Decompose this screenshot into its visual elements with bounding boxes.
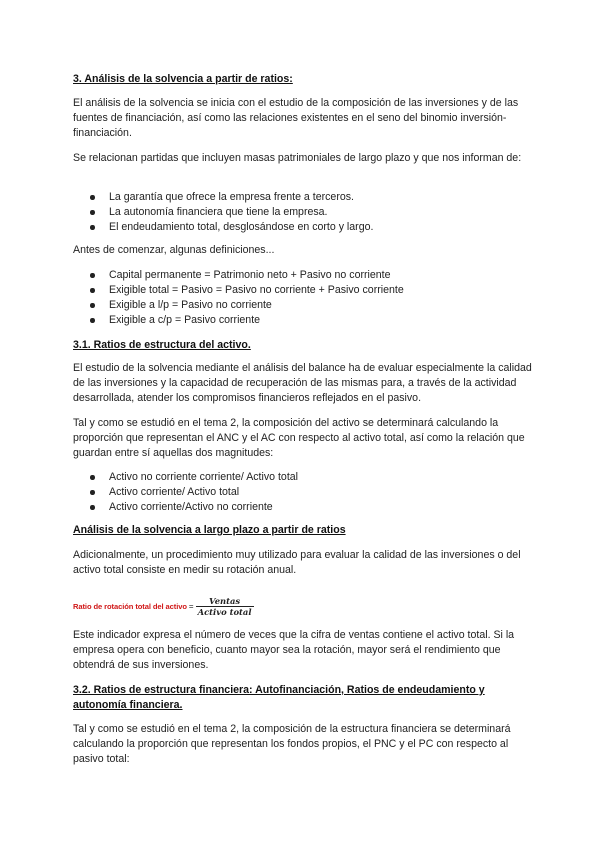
rotation-ratio-formula <box>73 594 254 618</box>
section-3-paragraph-1: El análisis de la solvencia se inicia con el estudio de la composición de las inversiones y de las fuentes de financiación, así como las relaciones existentes en el seno del binomio inversión-financiación. <box>73 97 519 139</box>
section-3-heading: 3. Análisis de la solvencia a partir de ratios: <box>73 73 293 85</box>
list-item: Exigible a l/p = Pasivo no corriente <box>73 298 538 313</box>
section-3-1-paragraph-2: Tal y como se estudió en el tema 2, la composición del activo se determinará calculando la proporción que representan el ANC y el AC con respecto al activo total, así como la relación que guardan entre sí aquellas dos magnitudes: <box>73 417 525 459</box>
list-item: Capital permanente = Patrimonio neto + Pasivo no corriente <box>73 268 538 283</box>
section-3-2-paragraph-1: Tal y como se estudió en el tema 2, la composición de la estructura financiera se determinará calculando la proporción que representan los fondos propios, el PNC y el PC con respecto al pasivo total: <box>73 723 511 765</box>
section-3-2-heading: 3.2. Ratios de estructura financiera: Autofinanciación, Ratios de endeudamiento y autonomía financiera. <box>73 684 485 711</box>
list-item: Exigible a c/p = Pasivo corriente <box>73 313 538 328</box>
section-3-1-paragraph-1: El estudio de la solvencia mediante el análisis del balance ha de evaluar especialmente la calidad de las inversiones y la capacidad de recuperación de las mismas para, a través de la actividad desarrollada, atender los compromisos financieros reflejados en el pasivo. <box>73 362 532 404</box>
long-term-paragraph-1: Adicionalmente, un procedimiento muy utilizado para evaluar la calidad de las inversiones o del activo total consiste en medir su rotación anual. <box>73 549 521 576</box>
section-3-paragraph-2: Se relacionan partidas que incluyen masas patrimoniales de largo plazo y que nos informan de: <box>73 152 522 164</box>
list-item: Activo no corriente corriente/ Activo total <box>73 470 538 485</box>
formula-numerator: Ventas <box>208 595 241 606</box>
formula-equals: = <box>188 601 194 611</box>
list-item: El endeudamiento total, desglosándose en corto y largo. <box>73 220 538 235</box>
asset-ratio-list <box>73 470 538 515</box>
formula-fraction <box>196 596 254 617</box>
definitions-list <box>73 268 538 328</box>
list-item: La autonomía financiera que tiene la empresa. <box>73 205 538 220</box>
formula-label: Ratio de rotación total del activo <box>73 601 187 611</box>
section-3-1-heading: 3.1. Ratios de estructura del activo. <box>73 339 251 351</box>
long-term-paragraph-2: Este indicador expresa el número de veces que la cifra de ventas contiene el activo total. Si la empresa opera con beneficio, cuanto mayor sea la rotación, mayor será el rendimiento que obtendrá de sus inversiones. <box>73 629 515 671</box>
list-item: Activo corriente/Activo no corriente <box>73 500 538 515</box>
long-term-heading: Análisis de la solvencia a largo plazo a partir de ratios <box>73 524 346 536</box>
formula-denominator: Activo total <box>197 606 252 617</box>
list-item: Exigible total = Pasivo = Pasivo no corriente + Pasivo corriente <box>73 283 538 298</box>
list-item: Activo corriente/ Activo total <box>73 485 538 500</box>
section-3-bullet-list <box>73 190 538 235</box>
section-3-paragraph-3: Antes de comenzar, algunas definiciones... <box>73 244 275 256</box>
list-item: La garantía que ofrece la empresa frente a terceros. <box>73 190 538 205</box>
